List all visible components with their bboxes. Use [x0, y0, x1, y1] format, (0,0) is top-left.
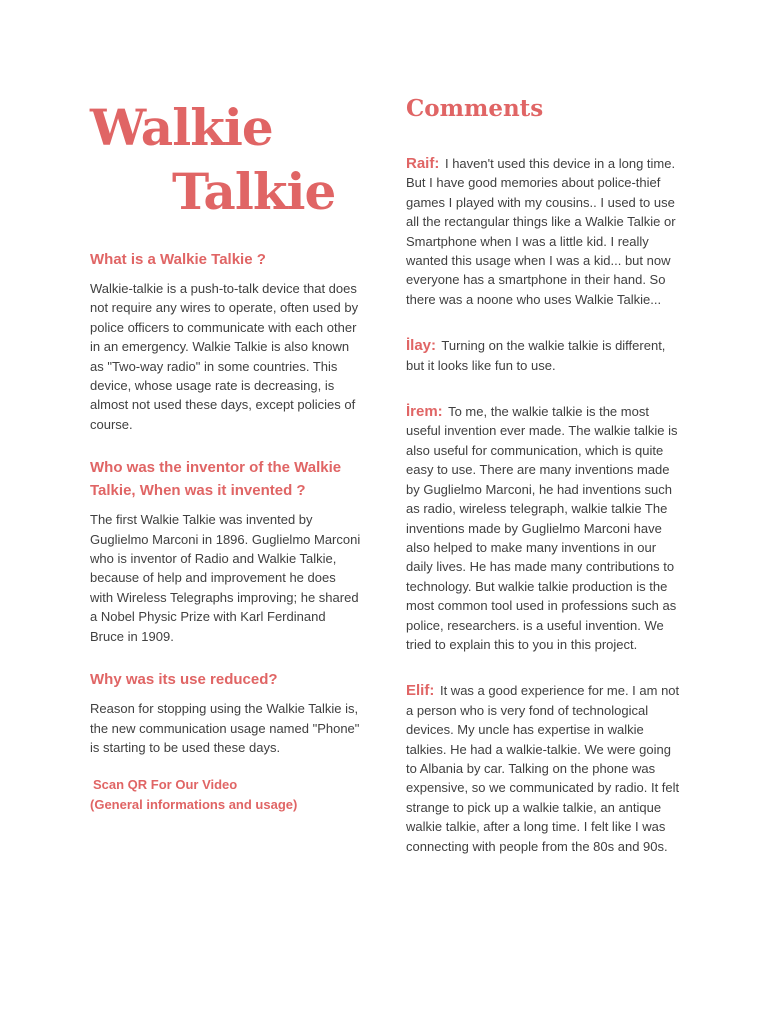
- comments-title: Comments: [406, 95, 544, 122]
- comment-author: Raif:: [406, 155, 440, 172]
- section-inventor: [90, 456, 362, 646]
- qr-note-line-1: Scan QR For Our Video: [93, 777, 238, 793]
- section-heading: Who was the inventor of the Walkie Talkie, When was it invented ?: [90, 459, 342, 500]
- section-body: Reason for stopping using the Walkie Talkie is, the new communication usage named "Phone" is starting to be used these days.: [90, 701, 360, 755]
- title-line-1: Walkie: [90, 98, 273, 157]
- comment-text: Turning on the walkie talkie is different, but it looks like fun to use.: [406, 338, 666, 373]
- section-body: The first Walkie Talkie was invented by Guglielmo Marconi in 1896. Guglielmo Marconi who is inventor of Radio and Walkie Talkie, because of help and improvement he does with Wireless Telegraphs improving; he shared a Nobel Physic Prize with Karl Ferdinand Bruce in 1909.: [90, 512, 361, 644]
- comments-column: [406, 94, 680, 883]
- qr-note: [90, 775, 362, 814]
- section-heading: What is a Walkie Talkie ?: [90, 251, 266, 268]
- comment-author: İrem:: [406, 403, 443, 421]
- comment-text: It was a good experience for me. I am not a person who is very fond of technological devices. My uncle has expertise in walkie talkies. He had a walkie-talkie. We were going to Albania by car. Talking on the phone was expensive, so we communicated by radio. It felt strange to pick up a walkie talkie, an antique walkie talkie, after a long time. I felt like I was connecting with people from the 80s and 90s.: [406, 683, 680, 854]
- title-line-2: Talkie: [172, 162, 336, 221]
- section-use-reduced: [90, 668, 362, 757]
- comment-author: Elif:: [406, 682, 435, 700]
- left-column: [90, 248, 362, 814]
- section-what-is: [90, 248, 362, 434]
- qr-note-line-2: (General informations and usage): [90, 796, 298, 812]
- section-heading: Why was its use reduced?: [90, 671, 278, 689]
- comment-irem: [406, 402, 680, 654]
- comment-raif: [406, 154, 680, 309]
- comment-elif: [406, 681, 680, 856]
- section-body: Walkie-talkie is a push-to-talk device that does not require any wires to operate, often used by police officers to communicate with each other in an emergency. Walkie Talkie is also known as "Two-way radio" in some countries. This device, whose usage rate is decreasing, is almost not used these days, except policies of course.: [90, 281, 359, 432]
- comment-text: I haven't used this device in a long time. But I have good memories about police-thief games I played with my cousins.. I used to use all the rectangular things like a Walkie Talkie or Smartphone when I was a little kid. I really wanted this usage when I was a kid... but now everyone has a smartphone in their hand. So there was a noone who uses Walkie Talkie...: [406, 156, 676, 307]
- comment-text: To me, the walkie talkie is the most useful invention ever made. The walkie talkie is also useful for communication, which is quite easy to use. There are many inventions made by Guglielmo Marconi, he had inventions such as radio, wireless telegraph, walkie talkie The inventions made by Guglielmo Marconi have also helped to make many inventions in our daily lives. He has made many contributions to technology. But walkie talkie production is the most common tool used in professions such as police, researchers. is a useful invention. We tried to explain this to you in this project.: [406, 404, 678, 652]
- page-title: [90, 96, 335, 224]
- comment-author: İlay:: [406, 337, 437, 355]
- comment-ilay: [406, 336, 680, 375]
